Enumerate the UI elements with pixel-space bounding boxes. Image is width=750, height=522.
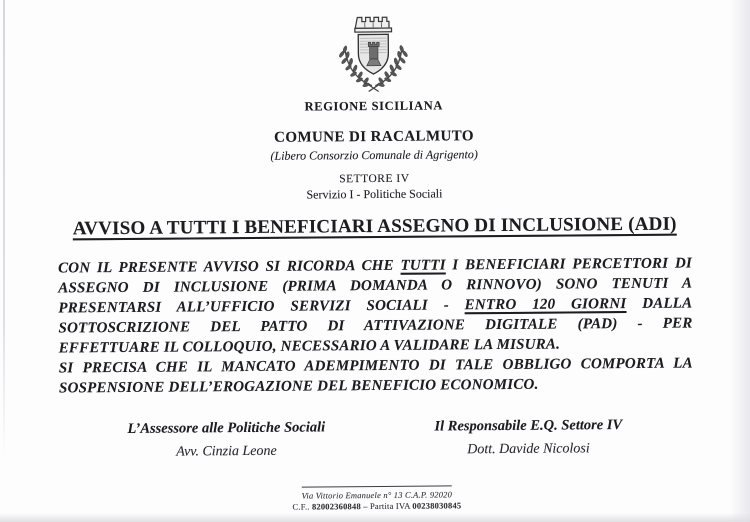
iva-label: – Partita IVA <box>363 500 411 512</box>
cf-value: 82002360848 <box>311 501 361 512</box>
department-line: SETTORE IV <box>339 172 410 186</box>
underlined-text: TUTTI <box>400 257 446 274</box>
scan-edge-bottom <box>0 513 750 522</box>
signature-left <box>76 419 376 461</box>
body-text: DALLA <box>626 295 693 313</box>
region-name: REGIONE SICILIANA <box>304 98 444 114</box>
body-line <box>59 374 693 399</box>
body-text: ASSEGNO DI INCLUSIONE (PRIMA DOMANDA O RINNOVO) SONO TENUTI A <box>58 275 693 297</box>
notice-title-text: AVVISO A TUTTI I BENEFICIARI ASSEGNO DI INCLUSIONE (ADI) <box>72 213 677 240</box>
signer-name: Dott. Davide Nicolosi <box>467 441 590 458</box>
notice-title <box>0 213 750 241</box>
scan-edge-left <box>3 0 5 459</box>
body-text: SI PRECISA CHE IL MANCATO ADEMPIMENTO DI TALE OBBLIGO COMPORTA LA <box>58 355 693 377</box>
body-text: EFFETTUARE IL COLLOQUIO, NECESSARIO A VALIDARE LA MISURA. <box>58 336 561 357</box>
footer-rule <box>302 485 452 487</box>
cf-label: C.F.. <box>292 501 310 512</box>
municipality-name: COMUNE DI RACALMUTO <box>274 128 474 146</box>
signature-right <box>378 417 678 459</box>
notice-body <box>58 254 693 399</box>
footer-address: Via Vittorio Emanuele n° 13 C.A.P. 92020 <box>301 489 453 501</box>
letterhead-footer <box>2 483 750 514</box>
body-text: SOSPENSIONE DELL’EROGAZIONE DEL BENEFICIO ECONOMICO. <box>58 376 539 397</box>
scan-edge-right <box>730 0 750 522</box>
signature-section <box>1 416 750 462</box>
signer-role: Il Responsabile E.Q. Settore IV <box>434 417 623 435</box>
racalmuto-coat-of-arms-emblem <box>323 12 424 97</box>
signer-name: Avv. Cinzia Leone <box>176 443 277 460</box>
consortium-line: (Libero Consorzio Comunale di Agrigento) <box>270 147 478 163</box>
signer-role: L’Assessore alle Politiche Sociali <box>127 419 326 437</box>
body-text: SOTTOSCRIZIONE DEL PATTO DI ATTIVAZIONE DIGITALE (PAD) - PER <box>58 315 693 337</box>
body-text: I BENEFICIARI PERCETTORI DI <box>445 255 693 274</box>
iva-value: 00238030845 <box>412 500 462 511</box>
service-line: Servizio I - Politiche Sociali <box>306 186 443 202</box>
body-text: PRESENTARSI ALL’UFFICIO SERVIZI SOCIALI - <box>58 297 465 317</box>
underlined-text: ENTRO 120 GIORNI <box>464 296 627 314</box>
body-text: CON IL PRESENTE AVVISO SI RICORDA CHE <box>57 257 401 277</box>
